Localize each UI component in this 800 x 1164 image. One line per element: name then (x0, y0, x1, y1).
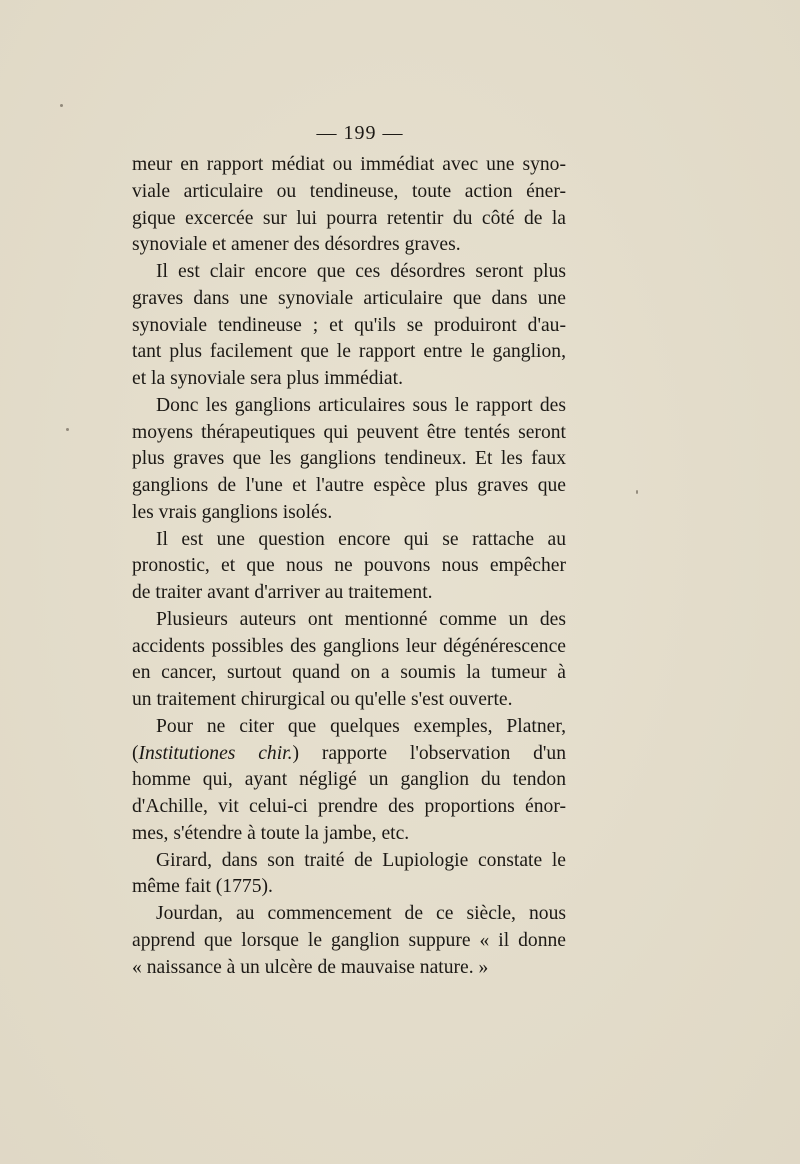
text-line: même fait (1775). (132, 876, 273, 898)
body-text (132, 152, 566, 981)
text-line: homme qui, ayant négligé un ganglion du tendon (132, 769, 566, 791)
text-line: accidents possibles des ganglions leur dégénérescence (132, 635, 566, 657)
text-line: Jourdan, au commencement de ce siècle, nous (156, 903, 566, 924)
text-line: d'Achille, vit celui-ci prendre des proportions énor- (132, 796, 566, 817)
text-line: mes, s'étendre à toute la jambe, etc. (132, 822, 410, 844)
text-fragment: rapporte l'observation d'un (321, 742, 566, 764)
text-line: synoviale tendineuse ; et qu'ils se produiront d'au- (132, 314, 566, 336)
text-line: synoviale et amener des désordres graves. (132, 234, 461, 256)
text-line: en cancer, surtout quand on a soumis la tumeur à (132, 662, 566, 684)
text-line: ganglions de l'une et l'autre espèce plus graves que (132, 475, 566, 496)
text-line: pronostic, et que nous ne pouvons nous empêcher (132, 555, 566, 577)
text-line: Plusieurs auteurs ont mentionné comme un des (156, 608, 566, 630)
citation-title: Institutiones chir. (138, 742, 293, 764)
text-line: Girard, dans son traité de Lupiologie constate le (156, 849, 566, 871)
paper-speck (636, 490, 638, 494)
text-line: de traiter avant d'arriver au traitement. (132, 582, 433, 603)
citation-open-paren: ( (132, 742, 139, 764)
text-line: et la synoviale sera plus immédiat. (132, 368, 403, 389)
text-line: graves dans une synoviale articulaire que dans une (132, 287, 566, 309)
text-line: Donc les ganglions articulaires sous le rapport des (156, 394, 566, 416)
text-line: Il est clair encore que ces désordres seront plus (156, 261, 566, 282)
text-line: apprend que lorsque le ganglion suppure « il donne (132, 929, 566, 951)
text-line: Pour ne citer que quelques exemples, Platner, (156, 715, 566, 737)
text-line: « naissance à un ulcère de mauvaise nature. » (132, 956, 489, 978)
text-line: viale articulaire ou tendineuse, toute action éner- (132, 180, 566, 202)
text-line: un traitement chirurgical ou qu'elle s'est ouverte. (132, 689, 513, 710)
citation-close-paren: ) (292, 742, 300, 764)
text-line: Il est une question encore qui se rattache au (156, 528, 566, 550)
paper-speck (60, 104, 63, 107)
text-line: gique excercée sur lui pourra retentir du côté de la (132, 207, 566, 229)
text-line: les vrais ganglions isolés. (132, 501, 333, 523)
text-line-with-citation (132, 741, 566, 768)
text-line: plus graves que les ganglions tendineux. Et les faux (132, 448, 566, 470)
text-line: tant plus facilement que le rapport entre le ganglion, (132, 341, 566, 363)
paper-speck (66, 428, 69, 431)
text-line: meur en rapport médiat ou immédiat avec une syno- (132, 154, 566, 175)
text-line: moyens thérapeutiques qui peuvent être tentés seront (132, 421, 566, 443)
page-number: — 199 — (316, 122, 404, 144)
